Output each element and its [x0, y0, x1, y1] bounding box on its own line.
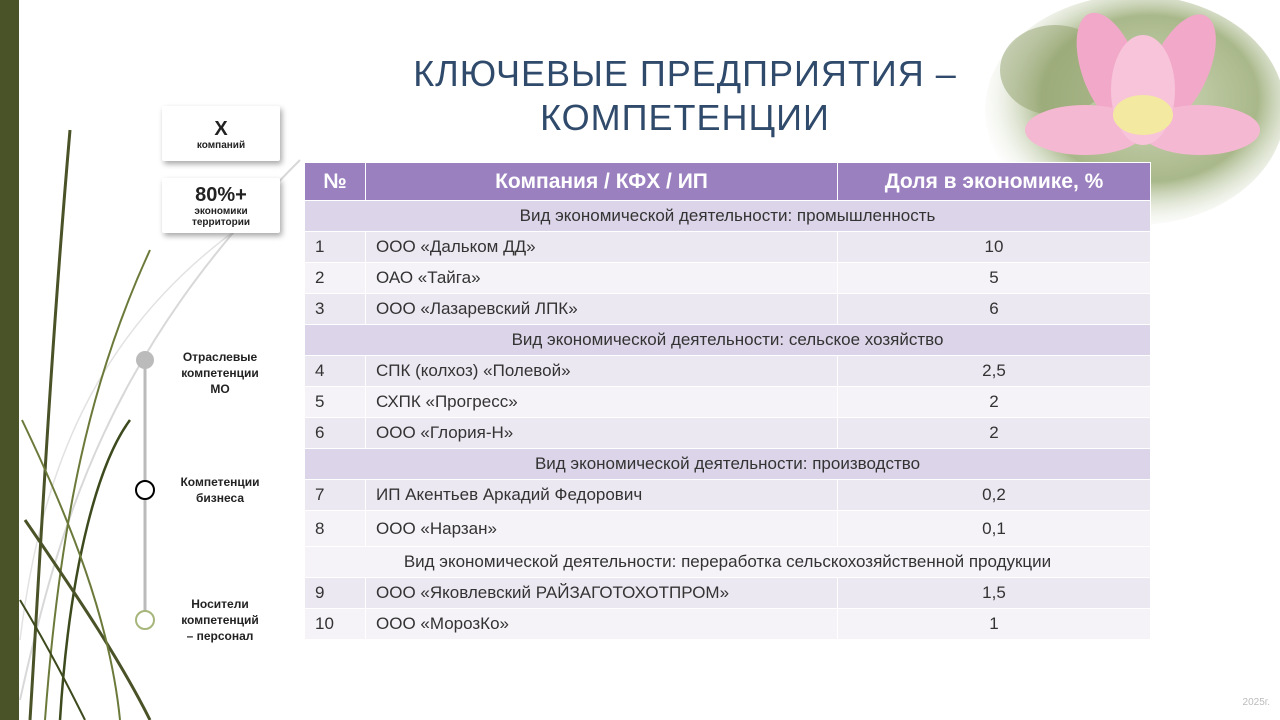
- title-line-2: КОМПЕТЕНЦИИ: [540, 97, 830, 138]
- header-share: Доля в экономике, %: [838, 163, 1151, 201]
- table-row: [305, 387, 1151, 418]
- companies-count: Х: [214, 118, 228, 140]
- row-company: СПК (колхоз) «Полевой»: [366, 356, 838, 387]
- section-row: [305, 325, 1151, 356]
- row-number: 7: [305, 480, 366, 511]
- economy-share-value: 80%+: [195, 184, 247, 206]
- page-title: [360, 52, 1010, 140]
- row-share: 2: [838, 418, 1151, 449]
- row-number: 4: [305, 356, 366, 387]
- row-share: 2,5: [838, 356, 1151, 387]
- row-number: 9: [305, 578, 366, 609]
- timeline-dot-2: [136, 481, 154, 499]
- table-row: [305, 356, 1151, 387]
- section-title: Вид экономической деятельности: промышленность: [305, 201, 1151, 232]
- timeline-label-line: компетенции: [181, 366, 259, 380]
- section-title: Вид экономической деятельности: переработка сельскохозяйственной продукции: [305, 547, 1151, 578]
- timeline-label-line: Компетенции: [180, 475, 260, 489]
- row-number: 8: [305, 511, 366, 547]
- timeline-label-personnel: [168, 596, 272, 644]
- row-share: 2: [838, 387, 1151, 418]
- companies-table: [304, 162, 1151, 640]
- timeline-label-line: МО: [210, 382, 230, 396]
- row-company: ИП Акентьев Аркадий Федорович: [366, 480, 838, 511]
- row-company: ООО «Дальком ДД»: [366, 232, 838, 263]
- row-company: ООО «Яковлевский РАЙЗАГОТОХОТПРОМ»: [366, 578, 838, 609]
- timeline-label-line: Отраслевые: [182, 350, 258, 364]
- companies-card: [162, 106, 280, 161]
- row-company: СХПК «Прогресс»: [366, 387, 838, 418]
- economy-share-label-2: территории: [191, 217, 251, 228]
- row-company: ООО «Глория-Н»: [366, 418, 838, 449]
- row-share: 0,1: [838, 511, 1151, 547]
- title-line-1: КЛЮЧЕВЫЕ ПРЕДПРИЯТИЯ –: [413, 53, 957, 94]
- timeline-label-business: [168, 474, 272, 506]
- table-row: [305, 609, 1151, 640]
- row-share: 5: [838, 263, 1151, 294]
- header-company: Компания / КФХ / ИП: [366, 163, 838, 201]
- footer-year: 2025г.: [1242, 697, 1270, 708]
- timeline-dot-3: [136, 611, 154, 629]
- table-row: [305, 511, 1151, 547]
- row-company: ООО «МорозКо»: [366, 609, 838, 640]
- economy-share-card: [162, 178, 280, 233]
- timeline-label-industry: [168, 349, 272, 397]
- row-number: 1: [305, 232, 366, 263]
- section-title: Вид экономической деятельности: производство: [305, 449, 1151, 480]
- timeline-dot-1: [136, 351, 154, 369]
- row-share: 0,2: [838, 480, 1151, 511]
- timeline-label-line: Носители: [191, 597, 249, 611]
- timeline-label-line: компетенций: [181, 613, 259, 627]
- row-share: 1,5: [838, 578, 1151, 609]
- table-row: [305, 232, 1151, 263]
- section-row: [305, 201, 1151, 232]
- row-number: 10: [305, 609, 366, 640]
- row-company: ООО «Лазаревский ЛПК»: [366, 294, 838, 325]
- row-number: 3: [305, 294, 366, 325]
- row-share: 6: [838, 294, 1151, 325]
- row-share: 1: [838, 609, 1151, 640]
- timeline-label-line: – персонал: [186, 629, 254, 643]
- table-row: [305, 418, 1151, 449]
- table-row: [305, 263, 1151, 294]
- timeline-label-line: бизнеса: [195, 491, 244, 505]
- companies-label: компаний: [196, 140, 246, 151]
- table-row: [305, 480, 1151, 511]
- table-row: [305, 294, 1151, 325]
- section-row: [305, 449, 1151, 480]
- section-title: Вид экономической деятельности: сельское хозяйство: [305, 325, 1151, 356]
- economy-share-label-1: экономики: [194, 206, 248, 217]
- table-row: [305, 578, 1151, 609]
- row-company: ОАО «Тайга»: [366, 263, 838, 294]
- header-number: №: [305, 163, 366, 201]
- row-number: 2: [305, 263, 366, 294]
- section-row: [305, 547, 1151, 578]
- row-number: 5: [305, 387, 366, 418]
- row-number: 6: [305, 418, 366, 449]
- row-company: ООО «Нарзан»: [366, 511, 838, 547]
- table-header-row: [305, 163, 1151, 201]
- row-share: 10: [838, 232, 1151, 263]
